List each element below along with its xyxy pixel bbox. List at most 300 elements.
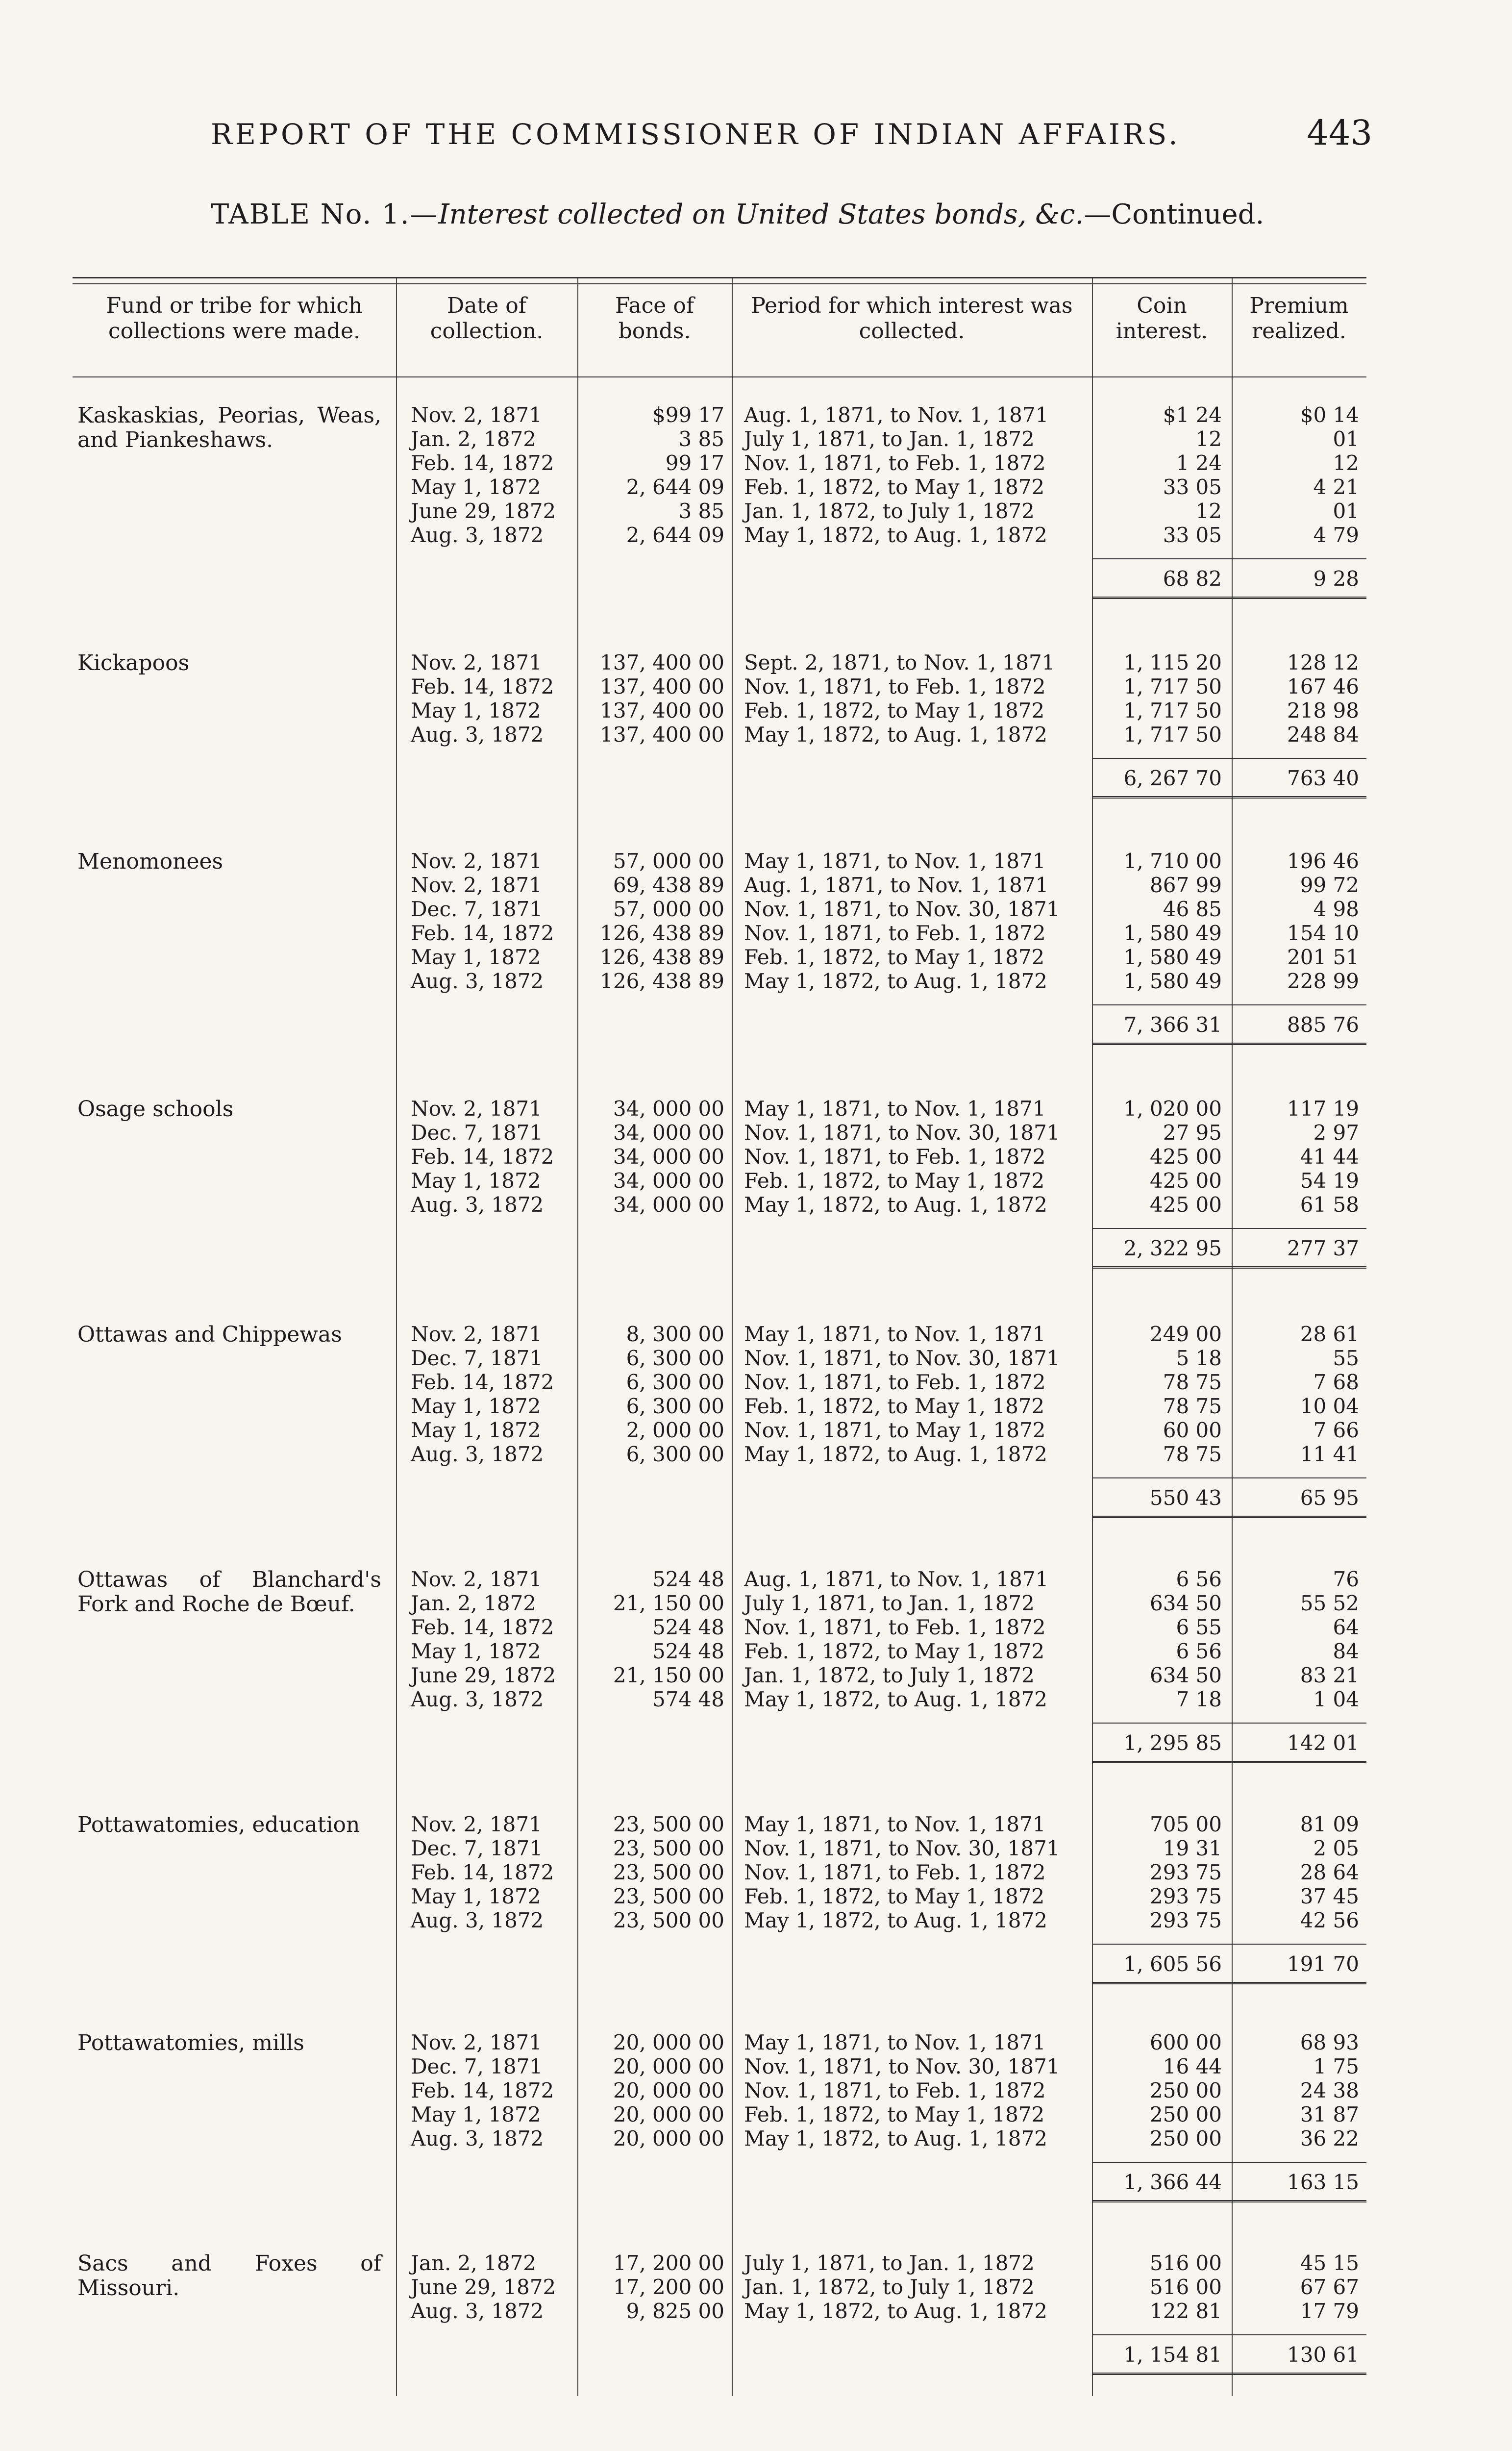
premium-realized: 81 09 — [1300, 1812, 1359, 1836]
interest-period: May 1, 1872, to Aug. 1, 1872 — [744, 523, 1047, 547]
collection-date: May 1, 1872 — [411, 475, 541, 499]
collection-date: Nov. 2, 1871 — [411, 849, 542, 873]
coin-interest: 27 95 — [1163, 1121, 1222, 1145]
interest-period: Feb. 1, 1872, to May 1, 1872 — [744, 1884, 1045, 1908]
coin-interest: 5 18 — [1176, 1346, 1222, 1370]
face-value: 9, 825 00 — [626, 2299, 724, 2323]
coin-interest: 425 00 — [1150, 1169, 1222, 1193]
coin-interest: 46 85 — [1163, 897, 1222, 921]
premium-realized: 55 — [1333, 1346, 1359, 1370]
collection-date: Dec. 7, 1871 — [411, 897, 543, 921]
coin-interest-total: 6, 267 70 — [1123, 766, 1222, 790]
header-period: Period for which interest was collected. — [751, 293, 1073, 344]
coin-interest: 516 00 — [1150, 2251, 1222, 2275]
interest-period: May 1, 1872, to Aug. 1, 1872 — [744, 1442, 1047, 1466]
collection-date: Feb. 14, 1872 — [411, 2078, 554, 2102]
collection-date: May 1, 1872 — [411, 945, 541, 969]
premium-realized: 12 — [1333, 451, 1359, 475]
subtotal-row — [73, 1952, 1366, 1976]
premium-realized: 41 44 — [1300, 1145, 1359, 1169]
premium-realized: 24 38 — [1300, 2078, 1359, 2102]
interest-period: Feb. 1, 1872, to May 1, 1872 — [744, 1394, 1045, 1418]
interest-period: Nov. 1, 1871, to Feb. 1, 1872 — [744, 2078, 1046, 2102]
table-row — [73, 699, 1366, 723]
collection-date: May 1, 1872 — [411, 2102, 541, 2126]
premium-realized: 228 99 — [1287, 969, 1359, 993]
caption-title: Interest collected on United States bonds, &c. — [438, 199, 1084, 230]
collection-date: Nov. 2, 1871 — [411, 873, 542, 897]
subtotal-rule — [1092, 1723, 1366, 1724]
table-row — [73, 1616, 1366, 1639]
table-row — [73, 874, 1366, 897]
premium-realized: 248 84 — [1287, 723, 1359, 747]
collection-date: May 1, 1872 — [411, 1394, 541, 1418]
face-value: 57, 000 00 — [613, 849, 724, 873]
premium-total: 191 70 — [1287, 1952, 1359, 1976]
fund-name: Sacs and Foxes of Missouri. — [77, 2251, 381, 2301]
premium-total: 163 15 — [1287, 2170, 1359, 2194]
face-value: 20, 000 00 — [613, 2030, 724, 2054]
premium-realized: 117 19 — [1287, 1097, 1359, 1121]
premium-total: 9 28 — [1313, 567, 1359, 591]
face-value: 69, 438 89 — [613, 873, 724, 897]
subtotal-double-rule — [1092, 796, 1366, 799]
face-value: 137, 400 00 — [600, 723, 724, 747]
face-value: 20, 000 00 — [613, 2054, 724, 2078]
subtotal-double-rule — [1092, 597, 1366, 599]
face-value: 6, 300 00 — [626, 1442, 724, 1466]
interest-period: Nov. 1, 1871, to May 1, 1872 — [744, 1418, 1046, 1442]
coin-interest: 6 55 — [1176, 1615, 1222, 1639]
table-row — [73, 1419, 1366, 1442]
premium-realized: 154 10 — [1287, 921, 1359, 945]
face-value: 6, 300 00 — [626, 1346, 724, 1370]
subtotal-row — [73, 1486, 1366, 1510]
face-value: 137, 400 00 — [600, 675, 724, 699]
premium-realized: 2 05 — [1313, 1836, 1359, 1860]
subtotal-row — [73, 1013, 1366, 1037]
face-value: 2, 644 09 — [626, 475, 724, 499]
premium-realized: 64 — [1333, 1615, 1359, 1639]
coin-interest: 634 50 — [1150, 1663, 1222, 1687]
face-value: 126, 438 89 — [600, 945, 724, 969]
premium-realized: 84 — [1333, 1639, 1359, 1663]
subtotal-row — [73, 1731, 1366, 1755]
table-row — [73, 1640, 1366, 1663]
table-row — [73, 1347, 1366, 1370]
face-value: 21, 150 00 — [613, 1591, 724, 1615]
premium-realized: 99 72 — [1300, 873, 1359, 897]
face-value: 34, 000 00 — [613, 1121, 724, 1145]
face-value: 34, 000 00 — [613, 1097, 724, 1121]
interest-period: Feb. 1, 1872, to May 1, 1872 — [744, 1639, 1045, 1663]
coin-interest: 6 56 — [1176, 1567, 1222, 1591]
table-row — [73, 2127, 1366, 2151]
premium-realized: 10 04 — [1300, 1394, 1359, 1418]
collection-date: Aug. 3, 1872 — [411, 1687, 544, 1711]
face-value: 21, 150 00 — [613, 1663, 724, 1687]
interest-period: Feb. 1, 1872, to May 1, 1872 — [744, 945, 1045, 969]
coin-interest: 19 31 — [1163, 1836, 1222, 1860]
collection-date: Nov. 2, 1871 — [411, 1322, 542, 1346]
table-caption — [211, 199, 1338, 230]
subtotal-rule — [1092, 2334, 1366, 2335]
premium-total: 885 76 — [1287, 1013, 1359, 1037]
collection-date: Nov. 2, 1871 — [411, 403, 542, 427]
interest-period: Nov. 1, 1871, to Nov. 30, 1871 — [744, 1836, 1060, 1860]
premium-total: 142 01 — [1287, 1731, 1359, 1755]
premium-realized: 167 46 — [1287, 675, 1359, 699]
face-value: 34, 000 00 — [613, 1193, 724, 1217]
subtotal-row — [73, 1237, 1366, 1260]
face-value: 23, 500 00 — [613, 1860, 724, 1884]
table-row — [73, 2031, 1366, 2054]
collection-date: Jan. 2, 1872 — [411, 2251, 536, 2275]
face-value: 99 17 — [665, 451, 724, 475]
subtotal-rule — [1092, 758, 1366, 759]
face-value: 23, 500 00 — [613, 1812, 724, 1836]
face-value: 2, 644 09 — [626, 523, 724, 547]
header-face: Face of bonds. — [615, 293, 694, 344]
table-row — [73, 1688, 1366, 1711]
premium-realized: 83 21 — [1300, 1663, 1359, 1687]
interest-period: May 1, 1872, to Aug. 1, 1872 — [744, 2299, 1047, 2323]
coin-interest: 33 05 — [1163, 523, 1222, 547]
interest-period: Nov. 1, 1871, to Feb. 1, 1872 — [744, 921, 1046, 945]
table-row — [73, 2103, 1366, 2126]
interest-period: May 1, 1871, to Nov. 1, 1871 — [744, 849, 1046, 873]
premium-realized: 7 66 — [1313, 1418, 1359, 1442]
table-row — [73, 1323, 1366, 1346]
face-value: 57, 000 00 — [613, 897, 724, 921]
collection-date: Dec. 7, 1871 — [411, 1121, 543, 1145]
fund-name: Menomonees — [77, 849, 223, 874]
premium-realized: 128 12 — [1287, 650, 1359, 675]
table-row — [73, 850, 1366, 873]
interest-period: Nov. 1, 1871, to Nov. 30, 1871 — [744, 1346, 1060, 1370]
fund-name: Pottawatomies, education — [77, 1812, 360, 1837]
subtotal-double-rule — [1092, 1516, 1366, 1518]
collection-date: May 1, 1872 — [411, 1639, 541, 1663]
interest-period: Nov. 1, 1871, to Feb. 1, 1872 — [744, 1145, 1046, 1169]
premium-realized: 201 51 — [1287, 945, 1359, 969]
table-row — [73, 723, 1366, 747]
fund-name: Pottawatomies, mills — [77, 2030, 304, 2055]
interest-period: Feb. 1, 1872, to May 1, 1872 — [744, 699, 1045, 723]
interest-period: Aug. 1, 1871, to Nov. 1, 1871 — [744, 1567, 1049, 1591]
premium-realized: 28 61 — [1300, 1322, 1359, 1346]
table-row — [73, 2251, 1366, 2275]
subtotal-double-rule — [1092, 1266, 1366, 1269]
interest-period: May 1, 1872, to Aug. 1, 1872 — [744, 1908, 1047, 1932]
collection-date: Feb. 14, 1872 — [411, 675, 554, 699]
table-row — [73, 2055, 1366, 2078]
coin-interest: 6 56 — [1176, 1639, 1222, 1663]
subtotal-double-rule — [1092, 2200, 1366, 2202]
interest-period: Nov. 1, 1871, to Feb. 1, 1872 — [744, 1860, 1046, 1884]
collection-date: Jan. 2, 1872 — [411, 1591, 536, 1615]
face-value: $99 17 — [652, 403, 724, 427]
coin-interest: 33 05 — [1163, 475, 1222, 499]
subtotal-double-rule — [1092, 1982, 1366, 1984]
premium-realized: $0 14 — [1300, 403, 1359, 427]
table-row — [73, 1097, 1366, 1121]
interest-period: May 1, 1871, to Nov. 1, 1871 — [744, 1322, 1046, 1346]
subtotal-double-rule — [1092, 2373, 1366, 2375]
collection-date: May 1, 1872 — [411, 699, 541, 723]
collection-date: May 1, 1872 — [411, 1169, 541, 1193]
coin-interest-total: 1, 295 85 — [1123, 1731, 1222, 1755]
collection-date: June 29, 1872 — [411, 499, 556, 523]
interest-period: Aug. 1, 1871, to Nov. 1, 1871 — [744, 403, 1049, 427]
premium-total: 763 40 — [1287, 766, 1359, 790]
table-row — [73, 2300, 1366, 2323]
fund-name: Kickapoos — [77, 650, 190, 675]
subtotal-rule — [1092, 1228, 1366, 1229]
interest-period: Sept. 2, 1871, to Nov. 1, 1871 — [744, 650, 1055, 675]
fund-name: Ottawas of Blanchard's Fork and Roche de Bœuf. — [77, 1567, 381, 1617]
collection-date: Feb. 14, 1872 — [411, 1145, 554, 1169]
table-row — [73, 524, 1366, 547]
table-row — [73, 1169, 1366, 1193]
coin-interest: 600 00 — [1150, 2030, 1222, 2054]
premium-total: 277 37 — [1287, 1236, 1359, 1260]
interest-period: Feb. 1, 1872, to May 1, 1872 — [744, 2102, 1045, 2126]
table-row — [73, 1885, 1366, 1908]
interest-period: Nov. 1, 1871, to Feb. 1, 1872 — [744, 451, 1046, 475]
interest-period: Nov. 1, 1871, to Nov. 30, 1871 — [744, 1121, 1060, 1145]
coin-interest: 7 18 — [1176, 1687, 1222, 1711]
table-row — [73, 451, 1366, 475]
face-value: 34, 000 00 — [613, 1169, 724, 1193]
table-row — [73, 1443, 1366, 1466]
table-row — [73, 1395, 1366, 1418]
interest-period: Feb. 1, 1872, to May 1, 1872 — [744, 475, 1045, 499]
coin-interest: 293 75 — [1150, 1884, 1222, 1908]
premium-realized: 68 93 — [1300, 2030, 1359, 2054]
table-row — [73, 1371, 1366, 1394]
header-date: Date of collection. — [430, 293, 544, 344]
table-row — [73, 1121, 1366, 1145]
interest-period: July 1, 1871, to Jan. 1, 1872 — [744, 427, 1035, 451]
premium-realized: 4 21 — [1313, 475, 1359, 499]
table-row — [73, 1664, 1366, 1687]
premium-realized: 01 — [1333, 427, 1359, 451]
interest-table — [73, 277, 1366, 2396]
subtotal-double-rule — [1092, 1043, 1366, 1045]
coin-interest: 293 75 — [1150, 1860, 1222, 1884]
face-value: 34, 000 00 — [613, 1145, 724, 1169]
interest-period: Nov. 1, 1871, to Feb. 1, 1872 — [744, 675, 1046, 699]
face-value: 6, 300 00 — [626, 1394, 724, 1418]
premium-realized: 01 — [1333, 499, 1359, 523]
collection-date: Aug. 3, 1872 — [411, 1908, 544, 1932]
collection-date: Nov. 2, 1871 — [411, 1567, 542, 1591]
collection-date: Aug. 3, 1872 — [411, 523, 544, 547]
coin-interest: 12 — [1195, 499, 1222, 523]
premium-realized: 45 15 — [1300, 2251, 1359, 2275]
subtotal-rule — [1092, 558, 1366, 559]
premium-realized: 55 52 — [1300, 1591, 1359, 1615]
coin-interest: 516 00 — [1150, 2275, 1222, 2299]
coin-interest: 425 00 — [1150, 1193, 1222, 1217]
table-row — [73, 403, 1366, 427]
collection-date: Nov. 2, 1871 — [411, 1812, 542, 1836]
collection-date: Aug. 3, 1872 — [411, 1442, 544, 1466]
premium-realized: 37 45 — [1300, 1884, 1359, 1908]
subtotal-rule — [1092, 1004, 1366, 1005]
coin-interest: 1, 717 50 — [1123, 723, 1222, 747]
premium-realized: 196 46 — [1287, 849, 1359, 873]
running-title: REPORT OF THE COMMISSIONER OF INDIAN AFFAIRS. — [211, 118, 1181, 151]
coin-interest-total: 68 82 — [1163, 567, 1222, 591]
face-value: 23, 500 00 — [613, 1908, 724, 1932]
premium-realized: 61 58 — [1300, 1193, 1359, 1217]
subtotal-row — [73, 567, 1366, 591]
collection-date: Nov. 2, 1871 — [411, 1097, 542, 1121]
collection-date: Jan. 2, 1872 — [411, 427, 536, 451]
coin-interest: 1, 717 50 — [1123, 699, 1222, 723]
premium-realized: 11 41 — [1300, 1442, 1359, 1466]
collection-date: Aug. 3, 1872 — [411, 1193, 544, 1217]
face-value: 137, 400 00 — [600, 650, 724, 675]
coin-interest: 425 00 — [1150, 1145, 1222, 1169]
coin-interest: 60 00 — [1163, 1418, 1222, 1442]
table-row — [73, 1592, 1366, 1615]
coin-interest: 250 00 — [1150, 2078, 1222, 2102]
interest-period: May 1, 1872, to Aug. 1, 1872 — [744, 2126, 1047, 2151]
collection-date: June 29, 1872 — [411, 1663, 556, 1687]
premium-realized: 7 68 — [1313, 1370, 1359, 1394]
coin-interest: 12 — [1195, 427, 1222, 451]
subtotal-row — [73, 2343, 1366, 2367]
coin-interest: 16 44 — [1163, 2054, 1222, 2078]
interest-period: Nov. 1, 1871, to Nov. 30, 1871 — [744, 897, 1060, 921]
table-row — [73, 1909, 1366, 1932]
table-row — [73, 427, 1366, 451]
table-row — [73, 651, 1366, 675]
header-rule — [73, 376, 1366, 377]
coin-interest: 1, 580 49 — [1123, 969, 1222, 993]
face-value: 574 48 — [652, 1687, 724, 1711]
table-row — [73, 2079, 1366, 2102]
face-value: 524 48 — [652, 1615, 724, 1639]
premium-realized: 36 22 — [1300, 2126, 1359, 2151]
coin-interest-total: 550 43 — [1150, 1486, 1222, 1510]
face-value: 126, 438 89 — [600, 921, 724, 945]
subtotal-row — [73, 2171, 1366, 2194]
header-fund: Fund or tribe for which collections were made. — [106, 293, 363, 344]
interest-period: Nov. 1, 1871, to Feb. 1, 1872 — [744, 1615, 1046, 1639]
collection-date: Dec. 7, 1871 — [411, 1346, 543, 1370]
interest-period: Jan. 1, 1872, to July 1, 1872 — [744, 499, 1035, 523]
premium-total: 65 95 — [1300, 1486, 1359, 1510]
premium-realized: 4 98 — [1313, 897, 1359, 921]
caption-label: TABLE No. 1.— — [211, 199, 439, 230]
table-row — [73, 1837, 1366, 1860]
interest-period: May 1, 1872, to Aug. 1, 1872 — [744, 1193, 1047, 1217]
interest-period: July 1, 1871, to Jan. 1, 1872 — [744, 2251, 1035, 2275]
interest-period: May 1, 1871, to Nov. 1, 1871 — [744, 1812, 1046, 1836]
face-value: 20, 000 00 — [613, 2102, 724, 2126]
page-number: 443 — [1307, 113, 1372, 153]
coin-interest: 249 00 — [1150, 1322, 1222, 1346]
premium-realized: 17 79 — [1300, 2299, 1359, 2323]
collection-date: Feb. 14, 1872 — [411, 1860, 554, 1884]
coin-interest-total: 1, 366 44 — [1123, 2170, 1222, 2194]
face-value: 3 85 — [678, 427, 724, 451]
face-value: 3 85 — [678, 499, 724, 523]
coin-interest: 1, 020 00 — [1123, 1097, 1222, 1121]
collection-date: Aug. 3, 1872 — [411, 723, 544, 747]
collection-date: Feb. 14, 1872 — [411, 921, 554, 945]
collection-date: Dec. 7, 1871 — [411, 2054, 543, 2078]
face-value: 8, 300 00 — [626, 1322, 724, 1346]
table-row — [73, 922, 1366, 945]
collection-date: June 29, 1872 — [411, 2275, 556, 2299]
collection-date: Feb. 14, 1872 — [411, 451, 554, 475]
premium-realized: 1 04 — [1313, 1687, 1359, 1711]
collection-date: Aug. 3, 1872 — [411, 969, 544, 993]
collection-date: Nov. 2, 1871 — [411, 2030, 542, 2054]
coin-interest: 1, 580 49 — [1123, 921, 1222, 945]
table-row — [73, 1813, 1366, 1836]
header-premium: Premium realized. — [1249, 293, 1349, 344]
premium-realized: 218 98 — [1287, 699, 1359, 723]
table-row — [73, 500, 1366, 523]
subtotal-row — [73, 767, 1366, 790]
coin-interest: $1 24 — [1163, 403, 1222, 427]
collection-date: Feb. 14, 1872 — [411, 1615, 554, 1639]
coin-interest: 1, 710 00 — [1123, 849, 1222, 873]
face-value: 126, 438 89 — [600, 969, 724, 993]
coin-interest: 1, 580 49 — [1123, 945, 1222, 969]
caption-suffix: —Continued. — [1084, 199, 1264, 230]
coin-interest: 78 75 — [1163, 1442, 1222, 1466]
face-value: 6, 300 00 — [626, 1370, 724, 1394]
coin-interest: 250 00 — [1150, 2102, 1222, 2126]
premium-realized: 42 56 — [1300, 1908, 1359, 1932]
fund-name: Osage schools — [77, 1097, 234, 1122]
face-value: 17, 200 00 — [613, 2251, 724, 2275]
interest-period: May 1, 1872, to Aug. 1, 1872 — [744, 1687, 1047, 1711]
table-row — [73, 946, 1366, 969]
premium-total: 130 61 — [1287, 2343, 1359, 2367]
coin-interest: 122 81 — [1150, 2299, 1222, 2323]
table-row — [73, 1568, 1366, 1591]
fund-name: Ottawas and Chippewas — [77, 1322, 342, 1347]
face-value: 23, 500 00 — [613, 1884, 724, 1908]
face-value: 524 48 — [652, 1567, 724, 1591]
face-value: 20, 000 00 — [613, 2078, 724, 2102]
face-value: 17, 200 00 — [613, 2275, 724, 2299]
face-value: 137, 400 00 — [600, 699, 724, 723]
premium-realized: 76 — [1333, 1567, 1359, 1591]
collection-date: Dec. 7, 1871 — [411, 1836, 543, 1860]
table-row — [73, 898, 1366, 921]
coin-interest-total: 1, 605 56 — [1123, 1952, 1222, 1976]
collection-date: Aug. 3, 1872 — [411, 2126, 544, 2151]
coin-interest-total: 2, 322 95 — [1123, 1236, 1222, 1260]
interest-period: May 1, 1872, to Aug. 1, 1872 — [744, 723, 1047, 747]
coin-interest: 867 99 — [1150, 873, 1222, 897]
interest-period: May 1, 1871, to Nov. 1, 1871 — [744, 2030, 1046, 2054]
subtotal-rule — [1092, 1477, 1366, 1478]
interest-period: Feb. 1, 1872, to May 1, 1872 — [744, 1169, 1045, 1193]
subtotal-double-rule — [1092, 1761, 1366, 1763]
interest-period: July 1, 1871, to Jan. 1, 1872 — [744, 1591, 1035, 1615]
coin-interest-total: 1, 154 81 — [1123, 2343, 1222, 2367]
